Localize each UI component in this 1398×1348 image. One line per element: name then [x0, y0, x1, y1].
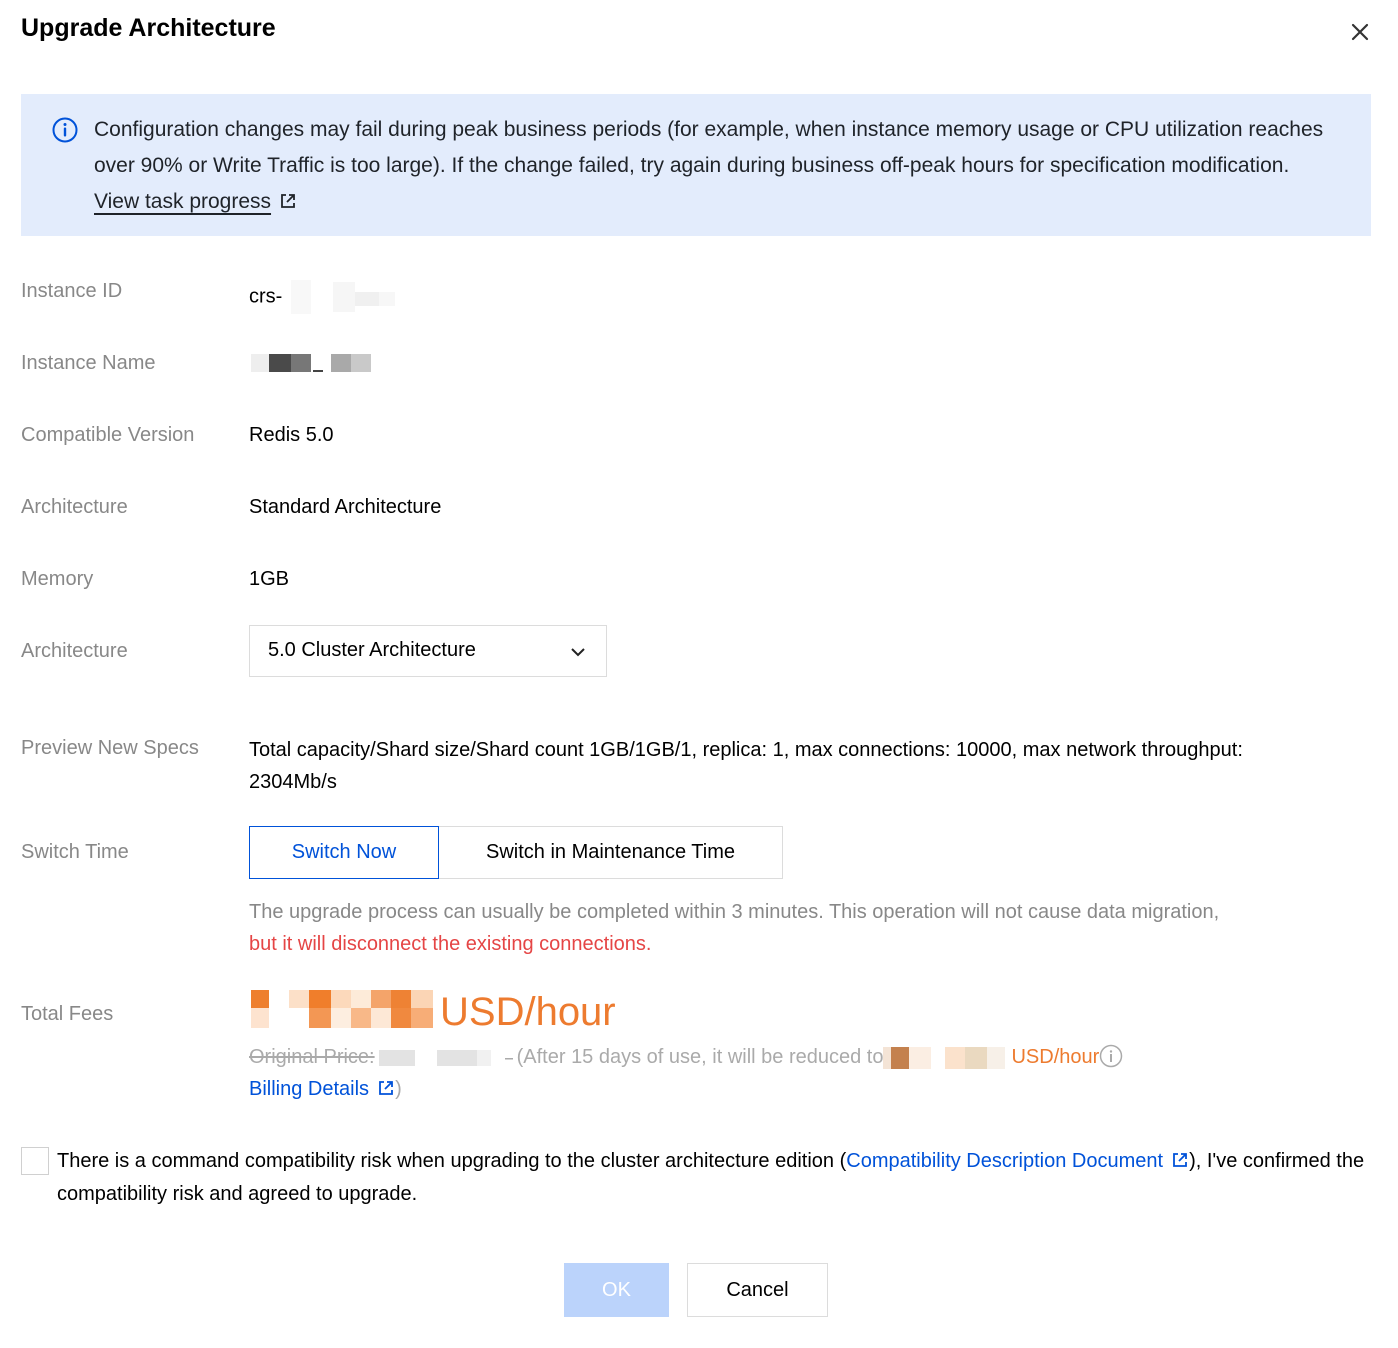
billing-close-paren: )	[395, 1078, 402, 1100]
compatible-version-value: Redis 5.0	[249, 424, 334, 446]
external-link-icon[interactable]	[279, 192, 297, 210]
switch-now-label: Switch Now	[291, 841, 397, 863]
preview-specs-value: Total capacity/Shard size/Shard count 1GB/1GB/1, replica: 1, max connections: 10000, max network throughput: 2304Mb/s	[249, 739, 1243, 793]
switch-now-option[interactable]	[249, 826, 439, 879]
compatibility-doc-link[interactable]: Compatibility Description Document	[846, 1150, 1164, 1172]
switch-time-label: Switch Time	[21, 841, 129, 863]
switch-hint	[249, 896, 1339, 960]
info-circle-icon	[51, 116, 79, 144]
current-architecture-value: Standard Architecture	[249, 496, 442, 518]
redacted-block	[375, 1048, 517, 1068]
total-fees-label: Total Fees	[21, 1003, 114, 1025]
memory-value: 1GB	[249, 568, 290, 590]
billing-details-link[interactable]: Billing Details	[249, 1078, 370, 1100]
notice-text	[94, 112, 1334, 220]
instance-id-prefix: crs-	[249, 285, 283, 308]
close-icon[interactable]	[1346, 18, 1374, 46]
notice-message: Configuration changes may fail during peak business periods (for example, when instance memory usage or CPU utilization reaches over 90% or Write Traffic is too large). If the change failed, try again during business off-peak hours for specification modification.	[94, 118, 1324, 177]
cancel-button[interactable]: Cancel	[687, 1263, 828, 1317]
original-price-label: Original Price:	[249, 1046, 375, 1068]
dialog-title: Upgrade Architecture	[21, 14, 276, 42]
architecture-select-value: 5.0 Cluster Architecture	[268, 639, 476, 661]
switch-warning-text: but it will disconnect the existing connections.	[249, 933, 652, 955]
info-icon[interactable]	[1099, 1044, 1123, 1068]
instance-id-label: Instance ID	[21, 280, 123, 302]
redacted-price	[249, 988, 439, 1034]
agree-text-after: ), I've confirmed the compatibility risk and agreed to upgrade.	[57, 1150, 1365, 1205]
redacted-block	[883, 1045, 1011, 1071]
compatibility-agree-text	[57, 1145, 1377, 1211]
chevron-down-icon	[568, 642, 588, 662]
switch-maintenance-option[interactable]	[438, 826, 783, 879]
instance-name-label: Instance Name	[21, 352, 156, 374]
memory-label: Memory	[21, 568, 94, 590]
external-link-icon[interactable]	[377, 1079, 395, 1097]
billing-line	[249, 1078, 402, 1101]
ok-button[interactable]: OK	[564, 1263, 669, 1317]
view-task-progress-link[interactable]: View task progress	[94, 190, 272, 213]
switch-hint-text: The upgrade process can usually be completed within 3 minutes. This operation will not cause data migration,	[249, 901, 1220, 923]
instance-name-value	[249, 348, 373, 378]
switch-maintenance-label: Switch in Maintenance Time	[485, 841, 735, 863]
redacted-block	[249, 348, 373, 378]
instance-id-value	[249, 280, 398, 314]
preview-specs-label: Preview New Specs	[21, 737, 199, 759]
agree-text-before: There is a command compatibility risk when upgrading to the cluster architecture edition (	[57, 1150, 847, 1172]
target-architecture-label: Architecture	[21, 640, 128, 662]
notice-banner	[21, 94, 1371, 236]
fee-unit: USD/hour	[440, 990, 616, 1034]
original-price-line	[249, 1044, 1123, 1071]
reduced-price-text: (After 15 days of use, it will be reduced to	[516, 1046, 884, 1068]
architecture-select[interactable]	[249, 625, 607, 677]
redacted-block	[288, 280, 398, 314]
compatible-version-label: Compatible Version	[21, 424, 195, 446]
current-architecture-label: Architecture	[21, 496, 128, 518]
compatibility-agree-checkbox[interactable]	[21, 1147, 49, 1175]
reduced-price-unit: USD/hour	[1011, 1046, 1100, 1068]
external-link-icon[interactable]	[1171, 1151, 1189, 1169]
